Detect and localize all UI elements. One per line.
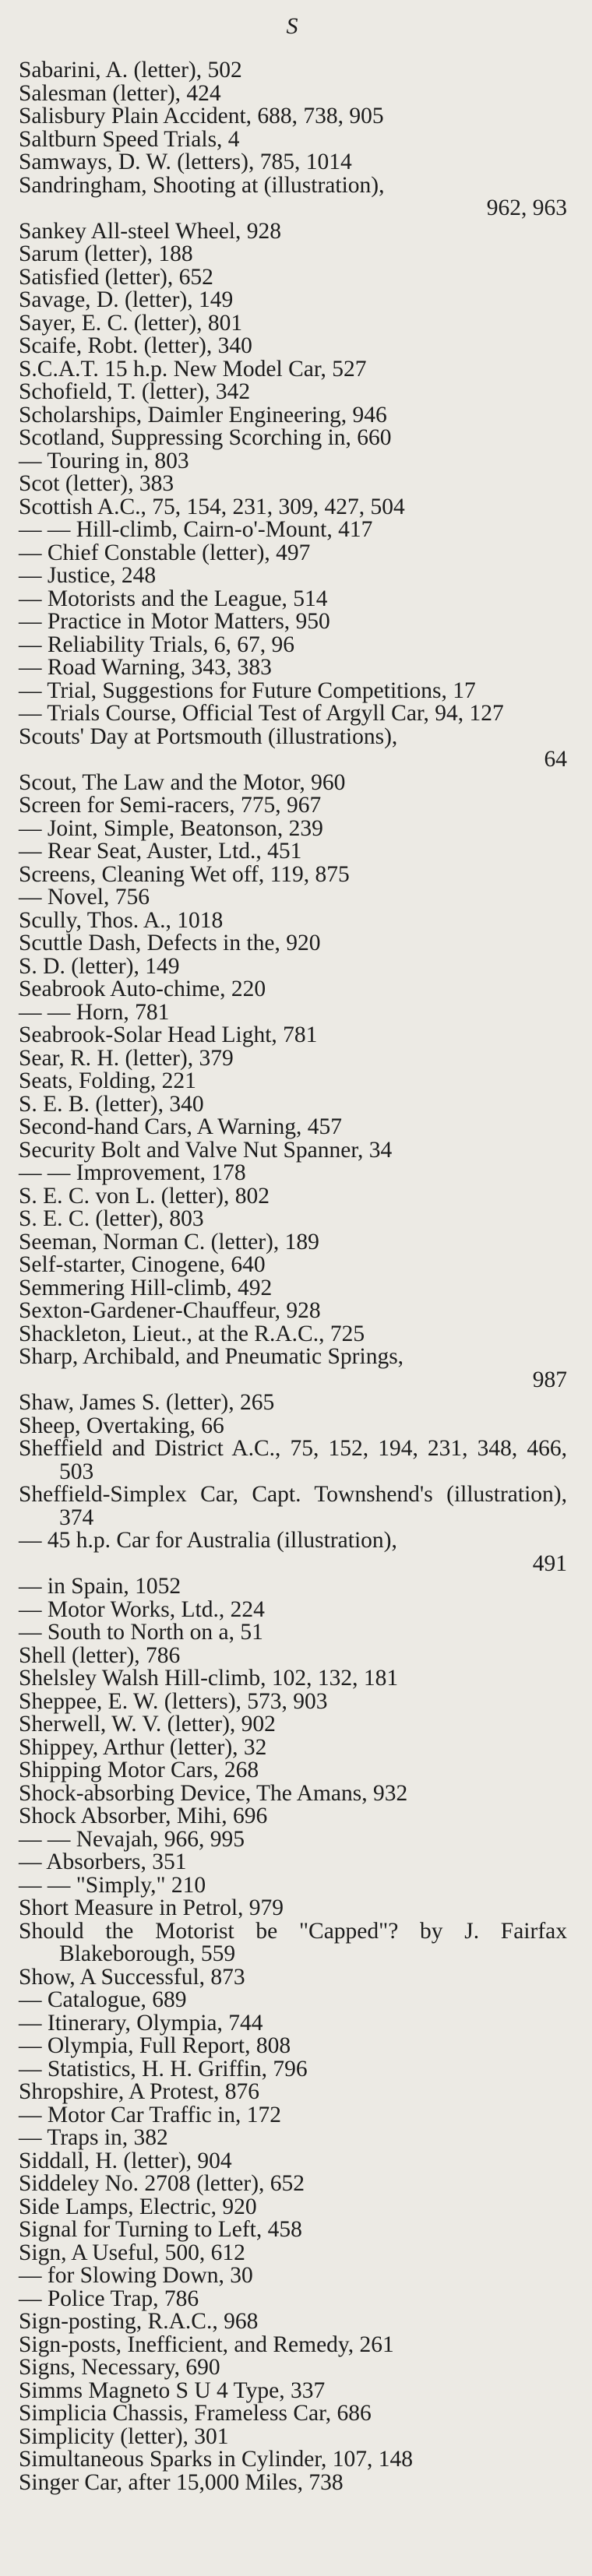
index-entry xyxy=(19,2219,567,2242)
index-entry-text: Satisfied (letter), 652 xyxy=(19,264,213,290)
index-entry-text: Siddall, H. (letter), 904 xyxy=(19,2148,232,2173)
index-entry xyxy=(19,1667,567,1691)
index-entry xyxy=(19,702,567,726)
index-entry xyxy=(19,1093,567,1117)
index-entry xyxy=(19,769,567,795)
index-entry xyxy=(19,2377,567,2403)
index-entry-text: — Traps in, 382 xyxy=(19,2125,168,2150)
index-entry-text: Scholarships, Daimler Engineering, 946 xyxy=(19,402,387,428)
index-entry xyxy=(19,861,567,887)
index-entry xyxy=(19,2356,567,2380)
index-entry xyxy=(19,519,567,542)
index-entry-text: Saltburn Speed Trials, 4 xyxy=(19,126,240,152)
index-entry-text: Sayer, E. C. (letter), 801 xyxy=(19,310,243,336)
index-entry xyxy=(19,2081,567,2104)
index-entry xyxy=(19,2242,567,2265)
index-entry xyxy=(19,2402,567,2426)
index-entry-text: — Rear Seat, Auster, Ltd., 451 xyxy=(19,839,302,864)
index-entry-text: — Absorbers, 351 xyxy=(19,1849,187,1874)
index-entry-text: Sexton-Gardener-Chauffeur, 928 xyxy=(19,1298,321,1323)
index-entry-text: Shelsley Walsh Hill-climb, 102, 132, 181 xyxy=(19,1666,399,1691)
index-entry-text: — for Slowing Down, 30 xyxy=(19,2263,253,2288)
index-entry-text: — Novel, 756 xyxy=(19,885,150,910)
index-entry-text: Shock Absorber, Mihi, 696 xyxy=(19,1804,268,1828)
index-entry xyxy=(19,1989,567,2012)
index-entry-text: S. D. (letter), 149 xyxy=(19,953,180,979)
index-entry xyxy=(19,312,567,336)
index-entry xyxy=(19,358,567,382)
index-entry xyxy=(19,2012,567,2036)
index-entry-text: — Touring in, 803 xyxy=(19,448,189,473)
index-entry xyxy=(19,105,567,128)
index-entry-text: Sheep, Overtaking, 66 xyxy=(19,1413,224,1438)
index-entry xyxy=(19,220,567,244)
index-entry-text: Sheffield-Simplex Car, Capt. Townshend's (illustration), 374 xyxy=(19,1482,567,1530)
index-entry-text: Samways, D. W. (letters), 785, 1014 xyxy=(19,150,352,174)
index-list xyxy=(19,59,567,2494)
index-entry xyxy=(19,588,567,611)
index-entry xyxy=(19,1185,567,1209)
index-entry xyxy=(19,1642,567,1668)
index-entry-text: Seabrook-Solar Head Light, 781 xyxy=(19,1022,318,1047)
index-entry xyxy=(19,978,567,1001)
index-entry xyxy=(19,1529,567,1575)
index-entry-page-numbers: 64 xyxy=(544,747,567,772)
index-entry xyxy=(19,2196,567,2219)
index-entry-text: Savage, D. (letter), 149 xyxy=(19,287,234,312)
index-entry-text: — 45 h.p. Car for Australia (illustration), xyxy=(19,1528,397,1553)
index-entry xyxy=(19,1851,567,1874)
index-entry xyxy=(19,1346,567,1392)
index-entry-text: — Justice, 248 xyxy=(19,563,157,588)
index-entry xyxy=(19,1713,567,1737)
index-entry-page-numbers: 987 xyxy=(532,1367,567,1392)
index-entry-text: Simms Magneto S U 4 Type, 337 xyxy=(19,2377,326,2403)
index-entry xyxy=(19,2288,567,2311)
index-entry xyxy=(19,1874,567,1898)
index-entry xyxy=(19,1897,567,1920)
index-entry xyxy=(19,404,567,428)
index-entry xyxy=(19,1483,567,1529)
index-entry-text: — Police Trap, 786 xyxy=(19,2286,199,2311)
index-entry xyxy=(19,1759,567,1782)
index-entry xyxy=(19,1208,567,1231)
index-entry-text: Shropshire, A Protest, 876 xyxy=(19,2079,259,2104)
index-entry xyxy=(19,656,567,680)
index-entry-text: Screens, Cleaning Wet off, 119, 875 xyxy=(19,861,350,887)
index-entry-text: Scotland, Suppressing Scorching in, 660 xyxy=(19,425,392,450)
index-entry-text: Seeman, Norman C. (letter), 189 xyxy=(19,1229,319,1255)
index-entry-text: — — "Simply," 210 xyxy=(19,1872,206,1898)
index-entry xyxy=(19,1231,567,1255)
index-entry-text: Scully, Thos. A., 1018 xyxy=(19,907,224,933)
index-entry-text: — in Spain, 1052 xyxy=(19,1574,181,1599)
index-entry xyxy=(19,634,567,657)
index-entry xyxy=(19,1596,567,1622)
index-entry xyxy=(19,1024,567,1047)
index-entry xyxy=(19,794,567,818)
index-entry-text: — Motorists and the League, 514 xyxy=(19,586,328,611)
index-entry-text: Sarum (letter), 188 xyxy=(19,241,193,266)
index-entry xyxy=(19,2150,567,2173)
index-entry xyxy=(19,1323,567,1346)
index-entry-text: Side Lamps, Electric, 920 xyxy=(19,2194,257,2219)
index-entry-text: S. E. C. (letter), 803 xyxy=(19,1206,204,1231)
index-entry-text: Simplicity (letter), 301 xyxy=(19,2423,229,2449)
index-entry xyxy=(19,2469,567,2495)
index-entry-text: — Joint, Simple, Beatonson, 239 xyxy=(19,815,323,841)
index-entry xyxy=(19,886,567,910)
index-entry-text: — Chief Constable (letter), 497 xyxy=(19,540,311,565)
index-entry xyxy=(19,1254,567,1277)
index-entry-text: Sherwell, W. V. (letter), 902 xyxy=(19,1712,276,1737)
index-entry-text: Salesman (letter), 424 xyxy=(19,80,221,106)
index-entry xyxy=(19,473,567,496)
index-entry xyxy=(19,907,567,933)
index-entry-text: S.C.A.T. 15 h.p. New Model Car, 527 xyxy=(19,356,367,382)
index-entry-text: S. E. C. von L. (letter), 802 xyxy=(19,1183,270,1209)
index-entry-text: — Practice in Motor Matters, 950 xyxy=(19,609,330,634)
index-entry xyxy=(19,1139,567,1163)
index-entry-text: Schofield, T. (letter), 342 xyxy=(19,379,251,404)
index-entry-text: Shackleton, Lieut., at the R.A.C., 725 xyxy=(19,1321,365,1346)
index-entry-text: Short Measure in Petrol, 979 xyxy=(19,1895,284,1920)
index-entry-text: Salisbury Plain Accident, 688, 738, 905 xyxy=(19,104,384,128)
index-entry xyxy=(19,266,567,290)
index-entry-text: Sign-posts, Inefficient, and Remedy, 261 xyxy=(19,2331,394,2357)
index-entry-text: Semmering Hill-climb, 492 xyxy=(19,1275,273,1300)
index-entry xyxy=(19,1277,567,1300)
index-entry-text: — — Improvement, 178 xyxy=(19,1160,246,1185)
index-entry xyxy=(19,1070,567,1093)
index-entry-text: Sharp, Archibald, and Pneumatic Springs, xyxy=(19,1344,404,1369)
index-entry-text: Seats, Folding, 221 xyxy=(19,1068,196,1093)
index-entry xyxy=(19,243,567,266)
index-entry-text: Scottish A.C., 75, 154, 231, 309, 427, 504 xyxy=(19,494,405,519)
index-entry xyxy=(19,1300,567,1323)
index-entry xyxy=(19,1828,567,1852)
index-entry-text: Scuttle Dash, Defects in the, 920 xyxy=(19,931,321,955)
index-entry-text: Siddeley No. 2708 (letter), 652 xyxy=(19,2171,305,2196)
index-entry-text: Shell (letter), 786 xyxy=(19,1642,181,1668)
index-entry-text: Security Bolt and Valve Nut Spanner, 34 xyxy=(19,1137,393,1163)
index-entry xyxy=(19,1047,567,1071)
index-entry-text: — Olympia, Full Report, 808 xyxy=(19,2033,291,2058)
index-entry xyxy=(19,1920,567,1966)
index-entry-text: — Road Warning, 343, 383 xyxy=(19,655,272,680)
index-entry-text: Sabarini, A. (letter), 502 xyxy=(19,58,242,83)
index-entry xyxy=(19,1575,567,1599)
index-entry-text: Shock-absorbing Device, The Amans, 932 xyxy=(19,1780,408,1806)
index-entry xyxy=(19,174,567,220)
index-entry-text: — Reliability Trials, 6, 67, 96 xyxy=(19,632,295,657)
index-entry xyxy=(19,1116,567,1139)
index-entry xyxy=(19,1438,567,1483)
index-entry xyxy=(19,2173,567,2196)
index-entry-text: Singer Car, after 15,000 Miles, 738 xyxy=(19,2469,344,2495)
index-entry-text: S. E. B. (letter), 340 xyxy=(19,1091,204,1117)
index-entry-text: Sheffield and District A.C., 75, 152, 194, 231, 348, 466, 503 xyxy=(19,1436,567,1484)
index-entry xyxy=(19,427,567,450)
index-entry xyxy=(19,723,567,772)
index-entry-text: — Statistics, H. H. Griffin, 796 xyxy=(19,2056,308,2082)
index-entry-text: Scout, The Law and the Motor, 960 xyxy=(19,769,346,795)
index-entry xyxy=(19,381,567,404)
index-entry xyxy=(19,1621,567,1645)
index-entry xyxy=(19,2104,567,2127)
index-entry xyxy=(19,2331,567,2357)
index-entry-text: — Trial, Suggestions for Future Competitions, 17 xyxy=(19,677,476,703)
index-entry-text: — — Nevajah, 966, 995 xyxy=(19,1826,245,1852)
index-entry-text: Should the Motorist be "Capped"? by J. Fairfax Blakeborough, 559 xyxy=(19,1918,567,1966)
index-entry xyxy=(19,1782,567,1806)
index-entry xyxy=(19,1734,567,1760)
index-entry xyxy=(19,542,567,565)
index-entry xyxy=(19,1966,567,1990)
index-entry xyxy=(19,2448,567,2472)
index-entry-text: — — Hill-climb, Cairn-o'-Mount, 417 xyxy=(19,517,373,542)
index-entry xyxy=(19,128,567,152)
index-entry xyxy=(19,2035,567,2058)
index-entry xyxy=(19,2423,567,2449)
index-entry-text: — Motor Works, Ltd., 224 xyxy=(19,1596,265,1622)
index-entry xyxy=(19,1688,567,1714)
index-entry-text: Seabrook Auto-chime, 220 xyxy=(19,977,266,1001)
index-entry-text: Show, A Successful, 873 xyxy=(19,1964,245,1990)
index-entry-text: Sign, A Useful, 500, 612 xyxy=(19,2240,245,2265)
index-entry-text: Self-starter, Cinogene, 640 xyxy=(19,1252,266,1277)
index-entry-text: Simplicia Chassis, Frameless Car, 686 xyxy=(19,2401,372,2426)
index-entry xyxy=(19,450,567,473)
index-entry xyxy=(19,840,567,864)
index-entry-text: Shaw, James S. (letter), 265 xyxy=(19,1390,275,1415)
index-entry-text: Sankey All-steel Wheel, 928 xyxy=(19,218,281,244)
index-entry xyxy=(19,2265,567,2288)
index-entry xyxy=(19,932,567,955)
index-entry-text: Sandringham, Shooting at (illustration), xyxy=(19,172,385,198)
index-entry xyxy=(19,496,567,519)
index-entry xyxy=(19,611,567,634)
index-entry-page-numbers: 491 xyxy=(532,1550,567,1576)
index-entry-text: Signs, Necessary, 690 xyxy=(19,2355,220,2380)
index-entry xyxy=(19,151,567,174)
index-entry xyxy=(19,2058,567,2082)
index-entry-text: — South to North on a, 51 xyxy=(19,1620,263,1645)
index-entry xyxy=(19,815,567,841)
index-entry-text: Scouts' Day at Portsmouth (illustrations), xyxy=(19,723,398,749)
index-entry xyxy=(19,1162,567,1185)
section-letter-heading: S xyxy=(286,13,300,39)
index-entry xyxy=(19,1805,567,1828)
index-entry-text: — Motor Car Traffic in, 172 xyxy=(19,2102,282,2127)
index-entry-text: — Trials Course, Official Test of Argyll Car, 94, 127 xyxy=(19,701,504,726)
index-entry-text: Simultaneous Sparks in Cylinder, 107, 148 xyxy=(19,2447,414,2472)
index-entry xyxy=(19,1415,567,1438)
index-entry-text: — Catalogue, 689 xyxy=(19,1987,187,2012)
index-entry-text: Scaife, Robt. (letter), 340 xyxy=(19,333,252,358)
index-entry xyxy=(19,59,567,83)
index-entry-text: Sign-posting, R.A.C., 968 xyxy=(19,2309,259,2334)
index-entry-text: Second-hand Cars, A Warning, 457 xyxy=(19,1114,342,1139)
index-entry xyxy=(19,565,567,588)
index-entry-text: Shippey, Arthur (letter), 32 xyxy=(19,1734,267,1760)
index-entry xyxy=(19,289,567,312)
index-entry xyxy=(19,2127,567,2150)
index-entry xyxy=(19,80,567,106)
index-entry xyxy=(19,1392,567,1415)
index-entry-page-numbers: 962, 963 xyxy=(486,195,567,220)
index-entry-text: Sear, R. H. (letter), 379 xyxy=(19,1045,234,1071)
index-entry-text: — Itinerary, Olympia, 744 xyxy=(19,2010,263,2036)
index-entry-text: Shipping Motor Cars, 268 xyxy=(19,1758,259,1782)
index-entry xyxy=(19,677,567,703)
index-entry-text: Scot (letter), 383 xyxy=(19,471,174,496)
index-entry xyxy=(19,335,567,358)
index-entry-text: Sheppee, E. W. (letters), 573, 903 xyxy=(19,1688,328,1714)
index-entry xyxy=(19,955,567,979)
index-entry-text: Screen for Semi-racers, 775, 967 xyxy=(19,793,322,818)
index-entry-text: — — Horn, 781 xyxy=(19,999,170,1025)
index-entry xyxy=(19,2310,567,2334)
index-entry xyxy=(19,1001,567,1025)
index-entry-text: Signal for Turning to Left, 458 xyxy=(19,2217,302,2242)
